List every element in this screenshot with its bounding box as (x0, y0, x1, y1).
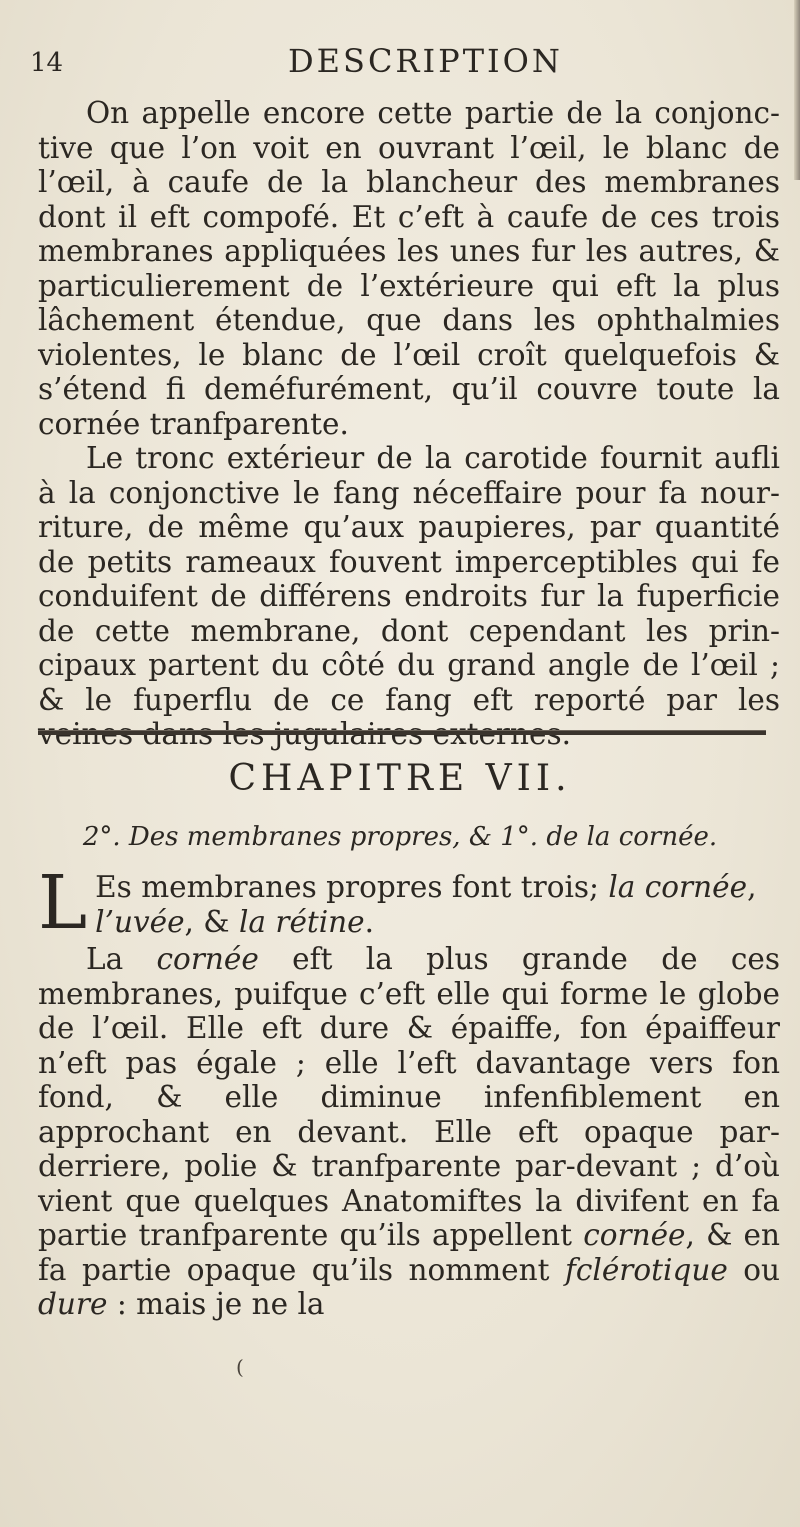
term-cornea: la cornée (608, 870, 748, 904)
intro-text: Es membranes propres font trois; (95, 870, 609, 904)
text-block-top (38, 96, 780, 752)
text-run: ou (727, 1252, 780, 1287)
term-retina: la rétine (238, 904, 365, 939)
separator: , & (184, 904, 239, 939)
intro-paragraph (38, 860, 780, 946)
ink-mark: ( (236, 1355, 244, 1379)
page-header (20, 40, 780, 90)
period: . (364, 904, 375, 939)
page-number: 14 (30, 48, 64, 78)
chapter-title: CHAPITRE VII. (228, 758, 572, 799)
term-uvea: l’uvée (95, 904, 185, 939)
term-cornea: cornée (583, 1218, 686, 1252)
text-run: La (86, 942, 157, 976)
paragraph-cornea (38, 942, 780, 1322)
text-run: , & en fa partie opaque qu’ils nomment (38, 1218, 780, 1287)
paragraph-carotid: Le tronc extérieur de la carotide fournit aufli à la conjonctive le fang néceffaire pour fa nourriture, de même qu’aux paupieres, par quantité de petits rameaux fouvent imperceptibles qui fe conduifent de différens endroits fur la fuperficie de cette membrane, dont cependant les principaux partent du côté du grand angle de l’œil ; & le fuperflu de ce fang eft reporté par les (38, 441, 780, 717)
term-cornea: cornée (156, 942, 259, 976)
text-run: : mais je ne la (107, 1287, 325, 1321)
paragraph-conjunctiva: On appelle encore cette partie de la conjonctive que l’on voit en ouvrant l’œil, le blanc de l’œil, à caufe de la blancheur des membranes dont il eft compofé. Et c’eft à caufe de ces trois membranes appliquées les unes fur les autres, & particulierement de l’extérieure qui eft la plus lâchement étendue, que dans les ophthalmies violentes, le blanc de l’œil croît quelquefois & s’étend fi deméfurément, qu’il couvre toute la cornée tranfparente. (38, 96, 780, 441)
separator: , (747, 870, 757, 904)
chapter-subtitle: 2°. Des membranes propres, & 1°. de la cornée. (82, 822, 718, 852)
page-edge-shadow (794, 0, 800, 180)
running-title: DESCRIPTION (288, 42, 563, 80)
drop-cap: L (38, 860, 88, 946)
section-divider (38, 730, 766, 735)
term-dure: dure (38, 1287, 108, 1321)
text-run: eft la plus grande de ces membranes, puifque c’eft elle qui forme le globe de l’œil. Elle eft dure & épaiffe, fon épaiffeur n’eft pas égale ; elle l’eft davantage vers fon fond, & elle diminue infenfiblement en approchant en devant. Elle eft opaque par-derriere, polie & tranfparente par-devant ; d’où vient que quelques Anatomiftes la divifent en fa partie tranfparente qu’ils appellent (38, 942, 780, 1252)
cornea-text-block (38, 942, 780, 1322)
term-sclerotic: fclérotique (564, 1252, 728, 1287)
